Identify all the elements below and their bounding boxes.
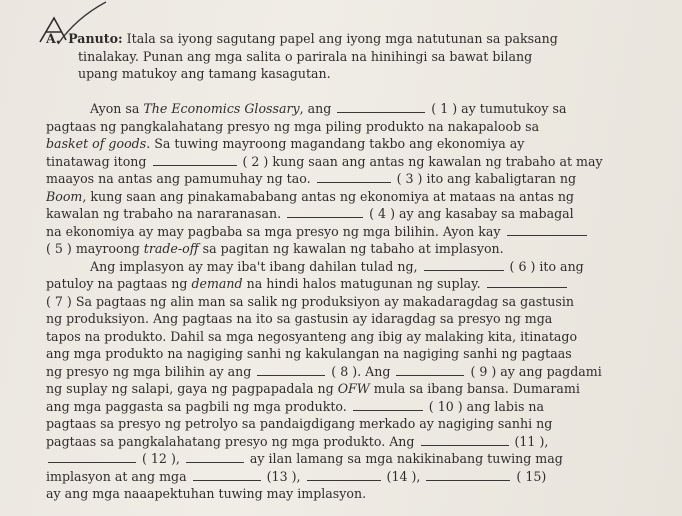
passage-line: ( 12 ), ay ilan lamang sa mga nakikinabang tuwing mag [46, 450, 658, 468]
instructions-text-2: tinalakay. Punan ang mga salita o parirala na hinihingi sa bawat bilang [78, 48, 533, 64]
instructions [46, 30, 646, 83]
passage-line: maayos na antas ang pamumuhay ng tao. ( 3 ) ito ang kabaligtaran ng [46, 171, 577, 186]
passage-line: Ang implasyon ay may iba't ibang dahilan tulad ng, ( 6 ) ito ang [90, 258, 584, 274]
passage-line: ( 7 ) Sa pagtaas ng alin man sa salik ng produksiyon ay makadaragdag sa gastusin [46, 293, 574, 309]
passage-line: ng presyo ng mga bilihin ay ang ( 8 ). Ang ( 9 ) ay ang pagdami [46, 363, 602, 379]
answer-blank-13[interactable] [186, 451, 244, 463]
section-label: A. [46, 31, 61, 46]
passage-line: ay ang mga naaapektuhan tuwing may implasyon. [46, 486, 367, 501]
passage-line: tapos na produkto. Dahil sa mga negosyanteng ang ibig ay malaking kita, itinatago [46, 328, 578, 344]
passage-line: basket of goods. Sa tuwing mayroong magandang takbo ang ekonomiya ay [46, 136, 525, 151]
passage-line: na ekonomiya ay may pagbaba sa mga presyo ng mga bilihin. Ayon kay [46, 223, 658, 241]
answer-blank-1[interactable] [337, 101, 425, 113]
answer-blank-4[interactable] [287, 206, 363, 218]
answer-blank-14[interactable] [193, 469, 261, 481]
answer-blank-3[interactable] [317, 171, 391, 183]
passage-line: ang mga produkto na nagiging sanhi ng kakulangan na nagiging sanhi ng pagtaas [46, 346, 572, 361]
instructions-text-1: Itala sa iyong sagutang papel ang iyong mga natutunan sa paksang [126, 31, 558, 46]
answer-blank-10[interactable] [353, 399, 423, 411]
instructions-text-3: upang matukoy ang tamang kasagutan. [78, 66, 331, 81]
passage-line: pagtaas ng pangkalahatang presyo ng mga piling produkto na nakapaloob sa [46, 118, 540, 134]
passage-line: ( 5 ) mayroong trade-off sa pagitan ng kawalan ng tabaho at implasyon. [46, 241, 504, 256]
answer-blank-11[interactable] [421, 434, 509, 446]
answer-blank-16[interactable] [426, 469, 510, 481]
answer-blank-5[interactable] [507, 224, 587, 236]
passage-line: ng produksiyon. Ang pagtaas na ito sa gastusin ay idaragdag sa presyo ng mga [46, 311, 553, 326]
passage-line: ng suplay ng salapi, gaya ng pagpapadala ng OFW mula sa ibang bansa. Dumarami [46, 381, 580, 396]
answer-blank-2[interactable] [153, 154, 237, 166]
instructions-line-1 [46, 30, 646, 48]
passage-line: Boom, kung saan ang pinakamababang antas ng ekonomiya at mataas na antas ng [46, 188, 574, 204]
passage-line: tinatawag itong ( 2 ) kung saan ang antas ng kawalan ng trabaho at may [46, 153, 603, 169]
answer-blank-7[interactable] [487, 276, 567, 288]
passage-line: patuloy na pagtaas ng demand na hindi halos matugunan ng suplay. [46, 275, 658, 293]
instructions-keyword: Panuto: [68, 31, 123, 46]
passage-line: Ayon sa The Economics Glossary, ang ( 1 ) ay tumutukoy sa [90, 101, 567, 116]
passage-line: pagtaas sa pangkalahatang presyo ng mga produkto. Ang (11 ), [46, 433, 549, 449]
answer-blank-9[interactable] [396, 364, 464, 376]
answer-blank-8[interactable] [257, 364, 325, 376]
answer-blank-6[interactable] [424, 259, 504, 271]
passage [46, 100, 658, 503]
passage-line: implasyon at ang mga (13 ), (14 ), ( 15) [46, 468, 547, 484]
answer-blank-15[interactable] [307, 469, 381, 481]
passage-line: ang mga paggasta sa pagbili ng mga produkto. ( 10 ) ang labis na [46, 398, 545, 414]
passage-line: kawalan ng trabaho na nararanasan. ( 4 ) ay ang kasabay sa mabagal [46, 206, 574, 221]
answer-blank-12[interactable] [48, 451, 136, 463]
passage-line: pagtaas sa presyo ng petrolyo sa pandaigdigang merkado ay nagiging sanhi ng [46, 416, 553, 431]
